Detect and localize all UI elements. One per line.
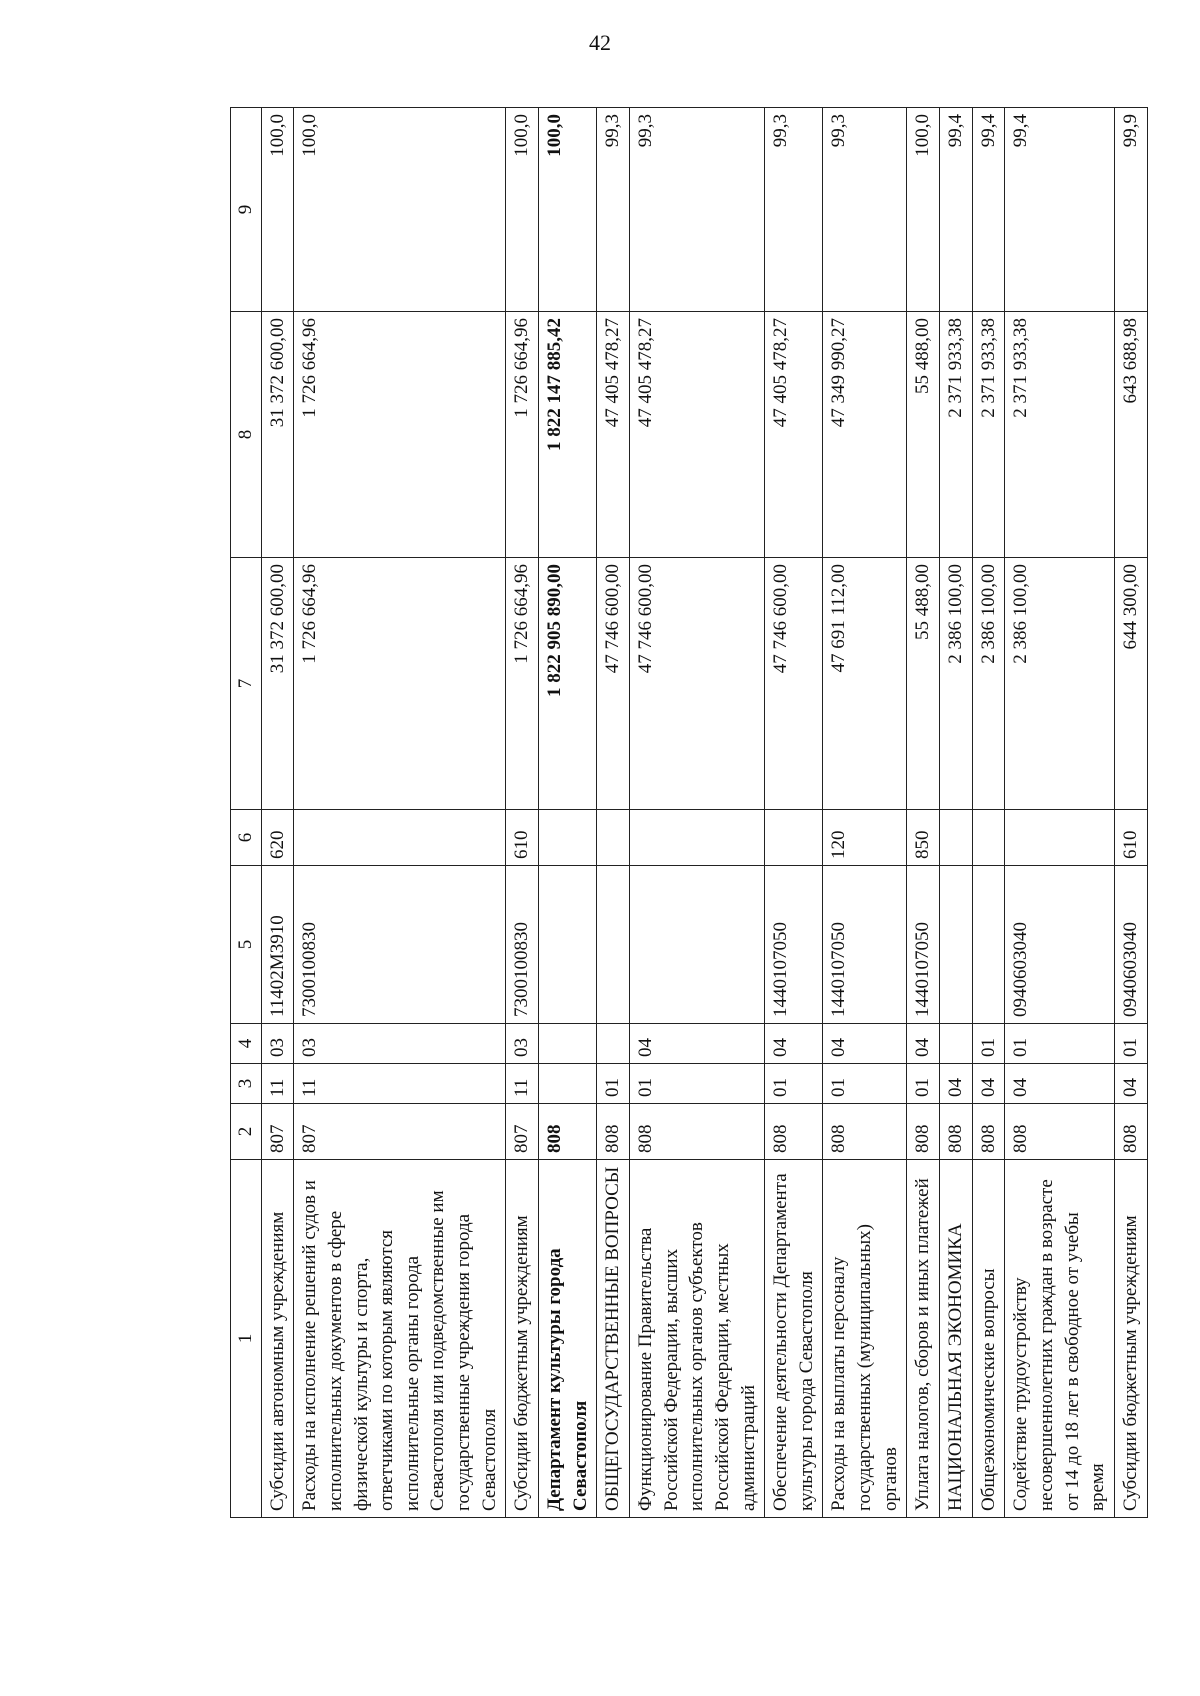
cell-subsection: 04 xyxy=(823,1024,907,1064)
cell-percent: 99,3 xyxy=(597,108,630,312)
page-number: 42 xyxy=(589,30,611,55)
cell-target-article xyxy=(597,866,630,1024)
cell-section: 04 xyxy=(1114,1064,1147,1104)
table-row xyxy=(907,108,940,1518)
cell-percent: 100,0 xyxy=(539,108,597,312)
cell-section: 01 xyxy=(597,1064,630,1104)
cell-subsection: 03 xyxy=(294,1024,506,1064)
cell-name: Расходы на исполнение решений судов и исполнительных документов в сфере физической культуры и спорта, ответчиками по которым являются исполнительные органы города Севастополя или подведомственные им государственные учреждения города Севастополя xyxy=(294,1160,506,1518)
header-cell: 1 xyxy=(231,1160,262,1518)
cell-target-article xyxy=(629,866,764,1024)
cell-target-article: 0940603040 xyxy=(1005,866,1115,1024)
cell-name: Содействие трудоустройству несовершеннолетних граждан в возрасте от 14 до 18 лет в свободное от учебы время xyxy=(1005,1160,1115,1518)
cell-target-article: 11402М3910 xyxy=(261,866,294,1024)
cell-section: 01 xyxy=(823,1064,907,1104)
cell-executed-amount: 1 726 664,96 xyxy=(294,312,506,558)
cell-subsection: 04 xyxy=(907,1024,940,1064)
cell-name: Департамент культуры города Севастополя xyxy=(539,1160,597,1518)
table-row xyxy=(972,108,1005,1518)
cell-name: Функционирование Правительства Российской Федерации, высших исполнительных органов субъектов Российской Федерации, местных администраций xyxy=(629,1160,764,1518)
cell-ministry-code: 808 xyxy=(940,1104,973,1160)
cell-subsection xyxy=(597,1024,630,1064)
cell-percent: 99,3 xyxy=(765,108,823,312)
cell-target-article xyxy=(940,866,973,1024)
cell-subsection: 01 xyxy=(1005,1024,1115,1064)
cell-section: 01 xyxy=(907,1064,940,1104)
header-cell: 6 xyxy=(231,810,262,866)
cell-ministry-code: 807 xyxy=(506,1104,539,1160)
cell-section: 04 xyxy=(972,1064,1005,1104)
cell-percent: 99,3 xyxy=(629,108,764,312)
cell-name: ОБЩЕГОСУДАРСТВЕННЫЕ ВОПРОСЫ xyxy=(597,1160,630,1518)
cell-executed-amount: 1 822 147 885,42 xyxy=(539,312,597,558)
cell-name: Обеспечение деятельности Департамента культуры города Севастополя xyxy=(765,1160,823,1518)
cell-expense-type: 620 xyxy=(261,810,294,866)
table-row xyxy=(823,108,907,1518)
cell-expense-type xyxy=(1005,810,1115,866)
cell-percent: 99,9 xyxy=(1114,108,1147,312)
cell-executed-amount: 47 405 478,27 xyxy=(629,312,764,558)
cell-name: Расходы на выплаты персоналу государственных (муниципальных) органов xyxy=(823,1160,907,1518)
cell-planned-amount: 1 822 905 890,00 xyxy=(539,558,597,810)
cell-percent: 100,0 xyxy=(294,108,506,312)
cell-planned-amount: 2 386 100,00 xyxy=(1005,558,1115,810)
cell-section: 11 xyxy=(506,1064,539,1104)
table-row xyxy=(629,108,764,1518)
cell-expense-type xyxy=(972,810,1005,866)
cell-executed-amount: 47 405 478,27 xyxy=(765,312,823,558)
cell-expense-type xyxy=(597,810,630,866)
cell-expense-type xyxy=(294,810,506,866)
table-row xyxy=(1005,108,1115,1518)
cell-ministry-code: 807 xyxy=(294,1104,506,1160)
cell-subsection: 04 xyxy=(765,1024,823,1064)
cell-ministry-code: 808 xyxy=(765,1104,823,1160)
header-cell: 8 xyxy=(231,312,262,558)
cell-ministry-code: 808 xyxy=(539,1104,597,1160)
cell-target-article: 0940603040 xyxy=(1114,866,1147,1024)
cell-section: 01 xyxy=(629,1064,764,1104)
cell-section: 04 xyxy=(1005,1064,1115,1104)
cell-section: 01 xyxy=(765,1064,823,1104)
cell-name: Субсидии бюджетным учреждениям xyxy=(506,1160,539,1518)
cell-name: НАЦИОНАЛЬНАЯ ЭКОНОМИКА xyxy=(940,1160,973,1518)
table-row xyxy=(1114,108,1147,1518)
cell-ministry-code: 808 xyxy=(907,1104,940,1160)
cell-ministry-code: 808 xyxy=(972,1104,1005,1160)
cell-expense-type xyxy=(539,810,597,866)
cell-target-article: 7300100830 xyxy=(506,866,539,1024)
cell-expense-type xyxy=(629,810,764,866)
cell-name: Субсидии бюджетным учреждениям xyxy=(1114,1160,1147,1518)
cell-ministry-code: 808 xyxy=(1005,1104,1115,1160)
cell-target-article: 1440107050 xyxy=(907,866,940,1024)
cell-planned-amount: 2 386 100,00 xyxy=(972,558,1005,810)
cell-planned-amount: 47 746 600,00 xyxy=(765,558,823,810)
cell-expense-type: 850 xyxy=(907,810,940,866)
cell-executed-amount: 47 349 990,27 xyxy=(823,312,907,558)
cell-executed-amount: 2 371 933,38 xyxy=(972,312,1005,558)
cell-executed-amount: 47 405 478,27 xyxy=(597,312,630,558)
cell-percent: 100,0 xyxy=(261,108,294,312)
cell-section: 11 xyxy=(261,1064,294,1104)
header-cell: 5 xyxy=(231,866,262,1024)
table-row xyxy=(506,108,539,1518)
cell-subsection: 04 xyxy=(629,1024,764,1064)
cell-executed-amount: 2 371 933,38 xyxy=(940,312,973,558)
table-row xyxy=(261,108,294,1518)
cell-percent: 99,4 xyxy=(1005,108,1115,312)
table-row xyxy=(765,108,823,1518)
cell-expense-type: 120 xyxy=(823,810,907,866)
cell-subsection: 03 xyxy=(261,1024,294,1064)
cell-target-article xyxy=(972,866,1005,1024)
cell-subsection: 01 xyxy=(972,1024,1005,1064)
cell-section xyxy=(539,1064,597,1104)
cell-executed-amount: 31 372 600,00 xyxy=(261,312,294,558)
cell-planned-amount: 55 488,00 xyxy=(907,558,940,810)
cell-expense-type xyxy=(940,810,973,866)
cell-name: Уплата налогов, сборов и иных платежей xyxy=(907,1160,940,1518)
cell-ministry-code: 808 xyxy=(597,1104,630,1160)
cell-target-article xyxy=(539,866,597,1024)
cell-executed-amount: 2 371 933,38 xyxy=(1005,312,1115,558)
cell-subsection: 03 xyxy=(506,1024,539,1064)
cell-planned-amount: 47 691 112,00 xyxy=(823,558,907,810)
cell-percent: 100,0 xyxy=(907,108,940,312)
cell-planned-amount: 47 746 600,00 xyxy=(629,558,764,810)
cell-expense-type: 610 xyxy=(1114,810,1147,866)
cell-ministry-code: 807 xyxy=(261,1104,294,1160)
cell-planned-amount: 2 386 100,00 xyxy=(940,558,973,810)
cell-name: Субсидии автономным учреждениям xyxy=(261,1160,294,1518)
cell-name: Общеэкономические вопросы xyxy=(972,1160,1005,1518)
header-cell: 7 xyxy=(231,558,262,810)
header-cell: 9 xyxy=(231,108,262,312)
budget-table-rotated xyxy=(230,108,1170,1518)
cell-percent: 99,4 xyxy=(972,108,1005,312)
budget-table xyxy=(230,107,1148,1518)
cell-target-article: 7300100830 xyxy=(294,866,506,1024)
cell-section: 04 xyxy=(940,1064,973,1104)
cell-planned-amount: 47 746 600,00 xyxy=(597,558,630,810)
cell-executed-amount: 55 488,00 xyxy=(907,312,940,558)
cell-target-article: 1440107050 xyxy=(823,866,907,1024)
cell-expense-type: 610 xyxy=(506,810,539,866)
cell-planned-amount: 1 726 664,96 xyxy=(506,558,539,810)
cell-ministry-code: 808 xyxy=(1114,1104,1147,1160)
table-row xyxy=(539,108,597,1518)
cell-executed-amount: 1 726 664,96 xyxy=(506,312,539,558)
cell-executed-amount: 643 688,98 xyxy=(1114,312,1147,558)
table-row xyxy=(597,108,630,1518)
header-cell: 3 xyxy=(231,1064,262,1104)
table-header-row xyxy=(231,108,262,1518)
header-cell: 4 xyxy=(231,1024,262,1064)
cell-subsection xyxy=(940,1024,973,1064)
cell-ministry-code: 808 xyxy=(629,1104,764,1160)
cell-percent: 99,3 xyxy=(823,108,907,312)
cell-target-article: 1440107050 xyxy=(765,866,823,1024)
cell-section: 11 xyxy=(294,1064,506,1104)
cell-percent: 99,4 xyxy=(940,108,973,312)
table-row xyxy=(294,108,506,1518)
table-row xyxy=(940,108,973,1518)
cell-planned-amount: 644 300,00 xyxy=(1114,558,1147,810)
cell-planned-amount: 31 372 600,00 xyxy=(261,558,294,810)
cell-subsection: 01 xyxy=(1114,1024,1147,1064)
cell-percent: 100,0 xyxy=(506,108,539,312)
cell-ministry-code: 808 xyxy=(823,1104,907,1160)
cell-expense-type xyxy=(765,810,823,866)
cell-planned-amount: 1 726 664,96 xyxy=(294,558,506,810)
header-cell: 2 xyxy=(231,1104,262,1160)
cell-subsection xyxy=(539,1024,597,1064)
